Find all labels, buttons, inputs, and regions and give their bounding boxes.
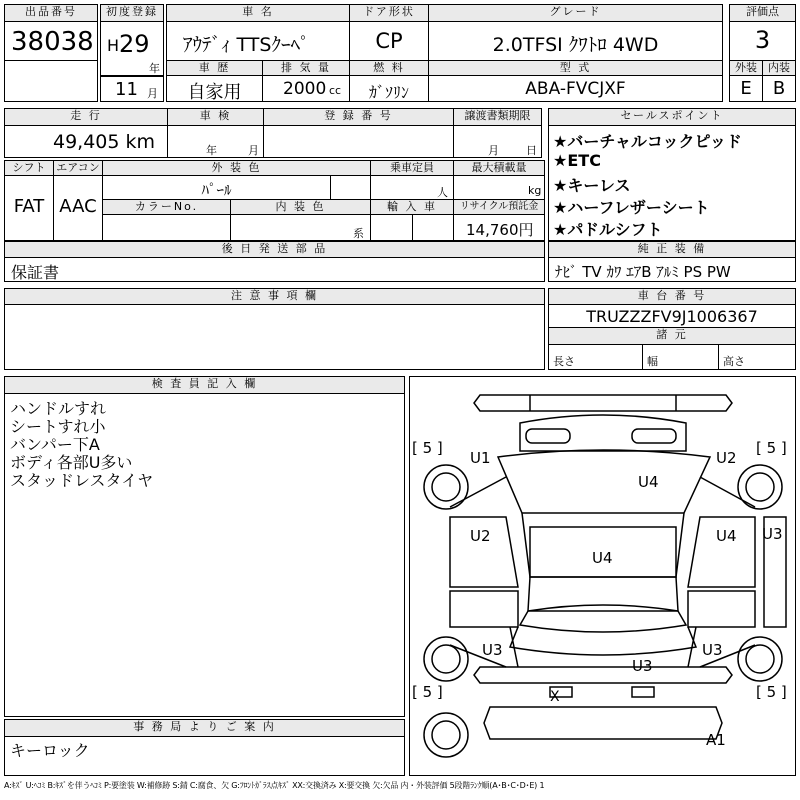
- chassis-cell: [548, 304, 796, 328]
- score-cell: [729, 21, 796, 61]
- width-label: 幅: [647, 355, 658, 368]
- displacement: 2000: [283, 79, 327, 99]
- load-header: 最大積載量: [453, 160, 545, 176]
- notes-cell: [4, 304, 545, 370]
- legend: A:ｷｽﾞ U:ﾍｺﾐ B:ｷｽﾞを伴うﾍｺﾐ P:要塗装 W:補修跡 S:錆 C:腐食、欠 G:ﾌﾛﾝﾄｶﾞﾗｽ点ｷｽﾞ XX:交換済み X:要交換 欠:欠品 内・外装評価 5段階ﾗﾝｸ順(A･B･C･D･E) 1: [4, 781, 545, 790]
- accessories-header: 後 日 発 送 部 品: [4, 241, 545, 258]
- import-header: 輸 入 車: [370, 199, 454, 215]
- int-color-header: 内 装 色: [230, 199, 371, 215]
- notes-header: 注 意 事 項 欄: [4, 288, 545, 305]
- damage-label: U1: [470, 449, 491, 467]
- width-cell: [642, 344, 719, 370]
- genuine-equipment: ﾅﾋﾞ TV ｶﾜ ｴｱB ｱﾙﾐ PS PW: [555, 263, 731, 281]
- recycle-fee: 14,760円: [466, 221, 534, 239]
- accessories-value: 保証書: [11, 263, 60, 282]
- car-name-header: 車 名: [166, 4, 350, 22]
- car-diagram-panel: [409, 376, 796, 776]
- import-cell-a: [370, 214, 413, 241]
- mileage-header: 走 行: [4, 108, 168, 126]
- color-no-header: カラーNo.: [102, 199, 231, 215]
- first-reg-header: 初度登録: [100, 4, 164, 22]
- office-header: 事 務 局 よ り ご 案 内: [4, 719, 405, 737]
- inspection-year-unit: 年: [206, 144, 217, 157]
- capacity-header: 乗車定員: [370, 160, 454, 176]
- model-header: 型 式: [428, 60, 723, 76]
- selling-points-cell: [548, 125, 796, 241]
- door-type: CP: [375, 29, 403, 53]
- selling-point: ★ハーフレザーシート: [553, 198, 710, 217]
- grade-header: グレード: [428, 4, 723, 22]
- car-name-cell: [166, 21, 350, 61]
- mileage-cell: [4, 125, 168, 158]
- score: 3: [754, 26, 771, 54]
- selling-point: ★パドルシフト: [553, 220, 663, 239]
- displacement-cell: [262, 75, 350, 102]
- damage-label: A1: [706, 731, 726, 749]
- reg-no-header: 登 録 番 号: [263, 108, 454, 126]
- length-cell: [548, 344, 643, 370]
- capacity-cell: [370, 175, 454, 200]
- length-label: 長さ: [553, 355, 575, 368]
- transfer-cell: [453, 125, 542, 158]
- damage-label: U2: [716, 449, 737, 467]
- score-header: 評価点: [729, 4, 796, 22]
- reg-month: 11: [115, 79, 138, 100]
- genuine-cell: [548, 257, 796, 282]
- chassis-number: TRUZZZFV9J1006367: [586, 307, 758, 326]
- ext-color-code-cell: [330, 175, 371, 200]
- load-cell: [453, 175, 545, 200]
- interior-cell: [762, 75, 796, 102]
- fuel-header: 燃 料: [349, 60, 429, 76]
- damage-label: U3: [702, 641, 723, 659]
- damage-label: U3: [762, 525, 783, 543]
- tire-mark: [ 5 ]: [412, 439, 443, 457]
- int-color-cell: [230, 214, 371, 241]
- inspection-header: 車 検: [167, 108, 264, 126]
- inspector-line: シートすれ小: [10, 417, 106, 436]
- tire-mark: [ 5 ]: [756, 683, 787, 701]
- fuel: ｶﾞｿﾘﾝ: [368, 83, 409, 102]
- int-color-unit: 系: [353, 227, 364, 240]
- capacity-unit: 人: [437, 186, 448, 199]
- height-label: 高さ: [723, 355, 745, 368]
- model-cell: [428, 75, 723, 102]
- mileage: 49,405 km: [53, 131, 156, 153]
- shift-header: シフト: [4, 160, 54, 176]
- damage-label: U4: [592, 549, 613, 567]
- chassis-header: 車 台 番 号: [548, 288, 796, 305]
- inspector-header: 検 査 員 記 入 欄: [4, 376, 405, 394]
- office-note: キーロック: [10, 741, 90, 760]
- recycle-header: リサイクル預託金: [453, 199, 545, 215]
- inspector-line: バンパー下A: [10, 435, 100, 454]
- interior-rank: B: [772, 78, 786, 99]
- first-reg-cell: [100, 21, 164, 76]
- ext-color: ﾊﾟｰﾙ: [201, 181, 232, 199]
- damage-label: U3: [482, 641, 503, 659]
- inspector-line: スタッドレスタイヤ: [10, 471, 154, 490]
- ac-cell: [53, 175, 103, 241]
- office-cell: [4, 736, 405, 776]
- fuel-cell: [349, 75, 429, 102]
- damage-label: X: [550, 689, 560, 705]
- height-cell: [718, 344, 796, 370]
- specs-header: 諸 元: [548, 327, 796, 345]
- transfer-day-unit: 日: [526, 144, 537, 157]
- model: ABA-FVCJXF: [525, 79, 626, 99]
- genuine-header: 純 正 装 備: [548, 241, 796, 258]
- damage-label: U4: [638, 473, 659, 491]
- lot-number-cell: [4, 21, 98, 61]
- inspector-line: ハンドルすれ: [10, 399, 107, 418]
- lot-number-blank: [4, 60, 98, 102]
- year-unit: 年: [149, 62, 160, 75]
- ext-color-header: 外 装 色: [102, 160, 371, 176]
- reg-month-cell: [100, 76, 164, 102]
- damage-label: U3: [632, 657, 653, 675]
- door-cell: [349, 21, 429, 61]
- shift: FAT: [13, 196, 45, 217]
- selling-points-header: セールスポイント: [548, 108, 796, 126]
- lot-number: 38038: [11, 27, 94, 57]
- exterior-header: 外装: [729, 60, 763, 76]
- inspector-cell: [4, 393, 405, 717]
- door-header: ドア形状: [349, 4, 429, 22]
- damage-label: U2: [470, 527, 491, 545]
- selling-point: ★キーレス: [553, 176, 631, 195]
- grade: 2.0TFSI ｸﾜﾄﾛ 4WD: [492, 34, 659, 56]
- selling-point: ★ETC: [553, 151, 601, 170]
- grade-cell: [428, 21, 723, 61]
- inspector-line: ボディ各部U多い: [10, 453, 133, 472]
- reg-no-cell: [263, 125, 454, 158]
- import-cell-b: [412, 214, 454, 241]
- month-unit: 月: [147, 87, 158, 100]
- recycle-cell: [453, 214, 545, 241]
- transfer-month-unit: 月: [488, 144, 499, 157]
- car-name: ｱｳﾃﾞｨ TTSｸｰﾍﾟ: [183, 34, 310, 56]
- history-cell: [166, 75, 263, 102]
- ac-header: エアコン: [53, 160, 103, 176]
- history: 自家用: [187, 82, 242, 103]
- history-header: 車 歴: [166, 60, 263, 76]
- load-unit: kg: [528, 184, 542, 197]
- transfer-header: 譲渡書類期限: [453, 108, 542, 126]
- selling-point: ★バーチャルコックピッド: [553, 132, 742, 151]
- lot-number-header: 出品番号: [4, 4, 98, 22]
- car-diagram: [410, 377, 795, 775]
- exterior-rank: E: [740, 78, 752, 99]
- inspection-month-unit: 月: [248, 144, 259, 157]
- interior-header: 内装: [762, 60, 796, 76]
- accessories-cell: [4, 257, 545, 282]
- tire-mark: [ 5 ]: [756, 439, 787, 457]
- color-no-cell: [102, 214, 231, 241]
- era: H: [107, 36, 120, 55]
- tire-mark: [ 5 ]: [412, 683, 443, 701]
- ext-color-cell: [102, 175, 331, 200]
- displacement-header: 排 気 量: [262, 60, 350, 76]
- exterior-cell: [729, 75, 763, 102]
- reg-year: 29: [119, 30, 150, 58]
- displacement-unit: cc: [329, 84, 342, 97]
- shift-cell: [4, 175, 54, 241]
- damage-label: U4: [716, 527, 737, 545]
- inspection-cell: [167, 125, 264, 158]
- ac: AAC: [59, 196, 97, 217]
